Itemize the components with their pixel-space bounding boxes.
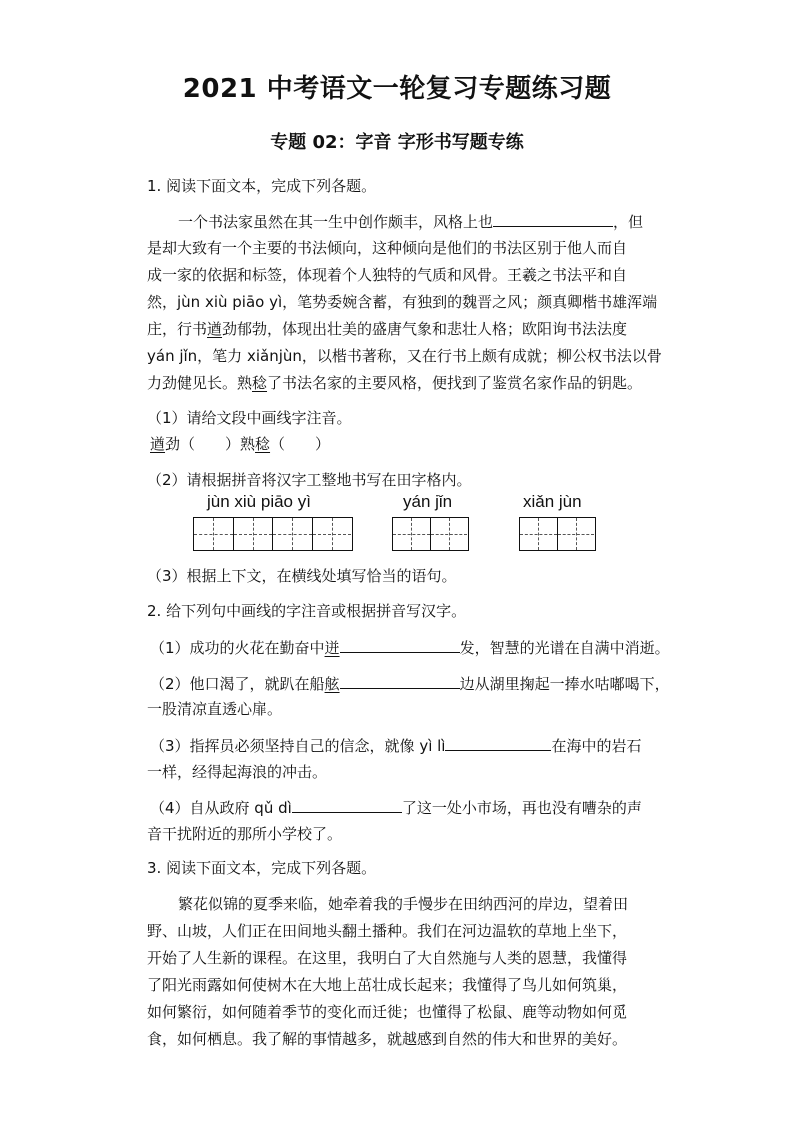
q1-passage-line-4: 然，jùn xiù piāo yì，笔势委婉含蓄，有独到的魏晋之风；颜真卿楷书雄浑端 xyxy=(147,293,658,311)
fill-blank[interactable] xyxy=(340,673,460,689)
q2-item-4 xyxy=(150,797,642,818)
underlined-char: 迸 xyxy=(324,639,340,657)
grid-cell[interactable] xyxy=(520,518,558,550)
sub-question-2: （2）请根据拼音将汉字工整地书写在田字格内。 xyxy=(147,471,472,489)
question-1-heading: 1. 阅读下面文本，完成下列各题。 xyxy=(147,177,377,195)
writing-grid-4[interactable] xyxy=(193,517,353,551)
q3-passage-line-4: 了阳光雨露如何使树木在大地上茁壮成长起来；我懂得了鸟儿如何筑巢， xyxy=(147,976,628,994)
underlined-char: 稔 xyxy=(255,435,271,453)
page-title: 2021 中考语文一轮复习专题练习题 xyxy=(182,74,612,104)
q2-item-2 xyxy=(150,673,670,694)
grid-cell[interactable] xyxy=(431,518,468,550)
fill-blank[interactable] xyxy=(340,637,460,653)
sub-question-1-answer xyxy=(150,434,330,454)
q1-passage-line-2: 是却大致有一个主要的书法倾向，这种倾向是他们的书法区别于他人而自 xyxy=(147,239,628,257)
item-text: （3）指挥员必须坚持自己的信念，就像 yì lì xyxy=(150,737,446,755)
underlined-char: 遒 xyxy=(207,320,223,338)
sub-question-1: （1）请给文段中画线字注音。 xyxy=(147,409,352,427)
page-subtitle: 专题 02：字音 字形书写题专练 xyxy=(270,132,524,153)
underlined-char: 稔 xyxy=(252,374,268,392)
grid-cell[interactable] xyxy=(234,518,274,550)
fill-blank[interactable] xyxy=(493,211,613,227)
grid-cell[interactable] xyxy=(194,518,234,550)
q1-passage-line-5 xyxy=(147,319,627,339)
passage-text: 劲郁勃，体现出壮美的盛唐气象和悲壮人格；欧阳询书法法度 xyxy=(222,320,628,338)
question-2-heading: 2. 给下列句中画线的字注音或根据拼音写汉字。 xyxy=(147,602,467,620)
writing-grid-2b[interactable] xyxy=(519,517,596,551)
q2-item-4-cont: 音干扰附近的那所小学校了。 xyxy=(147,825,343,843)
passage-text: ，但 xyxy=(613,213,644,231)
q3-passage-line-5: 如何繁衍，如何随着季节的变化而迁徙；也懂得了松鼠、鹿等动物如何觅 xyxy=(147,1003,628,1021)
question-3-heading: 3. 阅读下面文本，完成下列各题。 xyxy=(147,859,377,877)
grid-pinyin-label: xiǎn jùn xyxy=(523,492,582,511)
writing-grid-2a[interactable] xyxy=(392,517,469,551)
q1-passage-line-3: 成一家的依据和标签，体现着个人独特的气质和风骨。王羲之书法平和自 xyxy=(147,266,628,284)
grid-cell[interactable] xyxy=(313,518,352,550)
q2-item-2-cont: 一股清凉直透心扉。 xyxy=(147,700,283,718)
grid-cell[interactable] xyxy=(558,518,595,550)
underlined-char: 遒 xyxy=(150,435,166,453)
item-text: 了这一处小市场，再也没有嘈杂的声 xyxy=(401,799,642,817)
item-text: （2）他口渴了，就趴在船 xyxy=(150,675,325,693)
grid-cell[interactable] xyxy=(273,518,313,550)
q3-passage-line-6: 食，如何栖息。我了解的事情越多，就越感到自然的伟大和世界的美好。 xyxy=(147,1030,628,1048)
q3-passage-line-3: 开始了人生新的课程。在这里，我明白了大自然施与人类的恩慧，我懂得 xyxy=(147,949,628,967)
fill-blank[interactable] xyxy=(445,735,551,751)
q1-passage-line-1 xyxy=(178,211,643,232)
q2-item-1 xyxy=(150,637,670,658)
sub-question-3: （3）根据上下文，在横线处填写恰当的语句。 xyxy=(147,567,457,585)
item-text: （1）成功的火花在勤奋中 xyxy=(150,639,325,657)
q1-passage-line-7 xyxy=(147,373,642,393)
q3-passage-line-2: 野、山坡，人们正在田间地头翻土播种。我们在河边温软的草地上坐下， xyxy=(147,922,628,940)
item-text: （4）自从政府 qǔ dì xyxy=(150,799,292,817)
item-text: 在海中的岩石 xyxy=(551,737,642,755)
item-text: 边从湖里掬起一捧水咕嘟喝下， xyxy=(459,675,670,693)
q2-item-3 xyxy=(150,735,641,756)
q1-passage-line-6: yán jǐn，笔力 xiǎnjùn，以楷书著称，又在行书上颇有成就；柳公权书法以骨 xyxy=(147,347,662,365)
item-text: 发，智慧的光谱在自满中消逝。 xyxy=(459,639,670,657)
passage-text: 力劲健见长。熟 xyxy=(147,374,253,392)
answer-slot[interactable]: 劲（ ）熟 xyxy=(165,435,256,453)
fill-blank[interactable] xyxy=(292,797,402,813)
grid-pinyin-label: yán jǐn xyxy=(403,492,453,511)
passage-text: 一个书法家虽然在其一生中创作颇丰，风格上也 xyxy=(178,213,494,231)
q2-item-3-cont: 一样，经得起海浪的冲击。 xyxy=(147,763,328,781)
passage-text: 了书法名家的主要风格，便找到了鉴赏名家作品的钥匙。 xyxy=(267,374,643,392)
passage-text: 庄，行书 xyxy=(147,320,208,338)
grid-cell[interactable] xyxy=(393,518,431,550)
underlined-char: 舷 xyxy=(324,675,340,693)
grid-pinyin-label: jùn xiù piāo yì xyxy=(207,492,311,511)
answer-slot[interactable]: （ ） xyxy=(270,435,331,453)
q3-passage-line-1: 繁花似锦的夏季来临，她牵着我的手慢步在田纳西河的岸边，望着田 xyxy=(178,895,629,913)
